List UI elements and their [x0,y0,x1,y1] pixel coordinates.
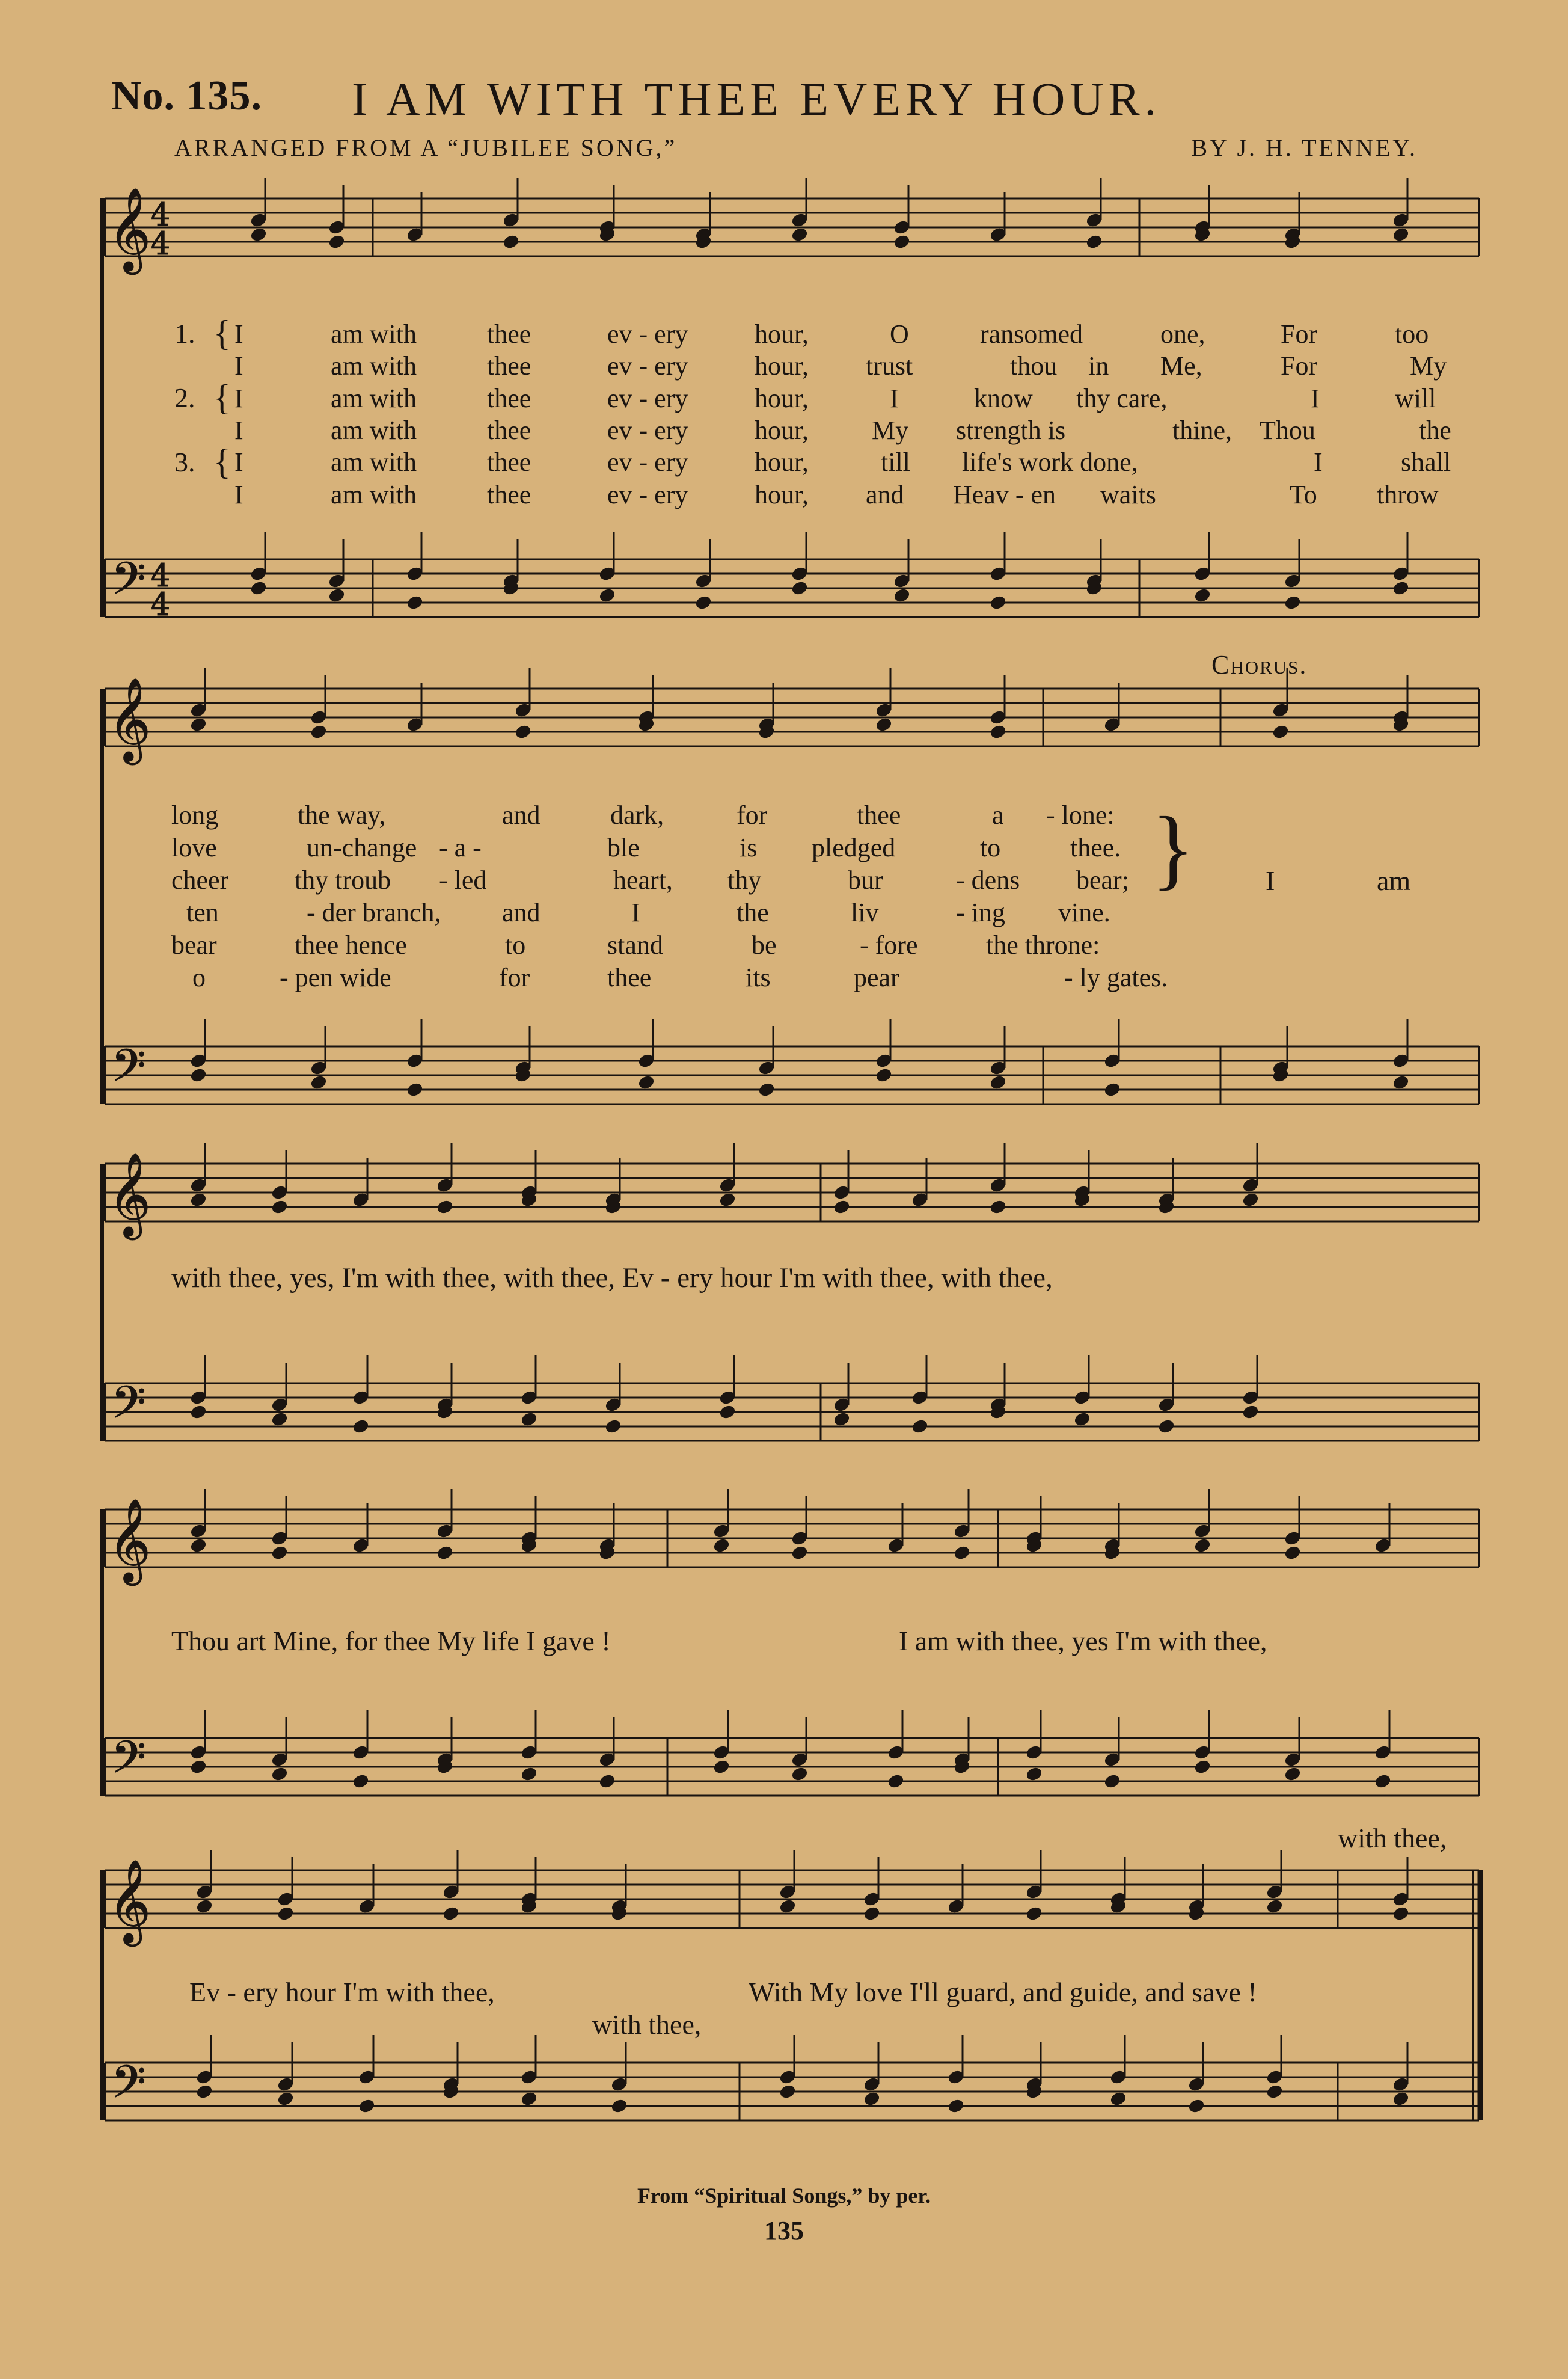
verse-lyric-word: - der branch, [307,898,441,927]
note-head [1272,724,1289,740]
note-head [833,1411,850,1427]
verse-lyric-word: Me, [1160,351,1202,381]
footer-credit: From “Spiritual Songs,” by per. [637,2184,931,2208]
verse-lyric-word: I [1311,384,1320,413]
bass-clef: 𝄢 [111,553,146,616]
note-head [1193,1759,1211,1775]
treble-clef: 𝄞 [108,678,151,761]
note-head [271,1199,288,1215]
bass-clef: 𝄢 [111,1040,146,1103]
verse-brace-3: { [213,442,231,482]
note-head [1392,227,1409,242]
verse-lyric-word: hour, [755,447,809,477]
note-head [1109,2091,1127,2107]
note-head [1242,1404,1259,1420]
verse-lyric-word: waits [1100,480,1156,509]
treble-clef: 𝄞 [108,1859,151,1943]
verse-lyric-word: ev - ery [607,351,688,381]
note-head [250,580,267,596]
note-head [1103,1773,1121,1789]
chorus-line-1: with thee, yes, I'm with thee, with thee, Ev - ery hour I'm with thee, with thee, [171,1262,1053,1294]
verse-lyric-word: I [234,447,243,477]
chorus-line-3a: Ev - ery hour I'm with thee, [189,1977,495,2007]
verse-lyric-word: ev - ery [607,319,688,349]
note-head [989,1075,1006,1090]
verse-lyric-word: trust [866,351,913,381]
verse-lyric-word: throw [1377,480,1439,509]
note-head [250,227,267,242]
verse-lyric-word: hour, [755,351,809,381]
verse-lyric-word: Heav - en [953,480,1056,509]
verse-brace-1: { [213,313,231,353]
verse-lyric-word: I [631,898,640,927]
verse-lyric-word: am with [331,480,417,509]
verse-lyric-word: thy care, [1076,384,1168,413]
note-head [1025,1906,1043,1921]
verse-lyric-word: thee [487,416,531,445]
verse-number-1: 1. [174,318,195,349]
note-head [953,1545,970,1561]
note-head [271,1411,288,1427]
verse-lyric-word: My [1410,351,1447,381]
note-head [436,1199,453,1215]
note-head [520,1766,537,1782]
note-head [911,1419,928,1434]
verse-lyric-word: the [1419,416,1451,445]
verse-lyric-word: thou [1010,351,1058,381]
verse-lyric-word: and [502,800,541,830]
verse-lyric-word: dark, [610,800,664,830]
verse-lyric-word: till [881,447,910,477]
verse-lyric-word: ransomed [980,319,1083,349]
verse-lyric-word: thee [487,384,531,413]
note-head [779,2084,796,2099]
verse-lyric-word: - ing [956,898,1005,927]
note-head [694,595,712,610]
verse-lyric-word: thee. [1070,833,1121,862]
verse-lyric-word: hour, [755,319,809,349]
note-head [989,724,1006,740]
verse-lyric-word: in [1088,351,1109,381]
verse-lyric-word: thee [857,800,901,830]
note-head [328,588,345,603]
note-head [947,2098,964,2114]
verse-lyric-word: bear; [1076,865,1129,895]
verse-lyric-word: - lone: [1046,800,1115,830]
verse-lyric-word: O [890,319,909,349]
note-head [1392,580,1409,596]
note-head [989,595,1006,610]
verse-lyric-word: I [1314,447,1323,477]
verse-lyric-word: liv [851,898,879,927]
verse-lyric-word: Thou [1260,416,1315,445]
note-head [875,717,892,732]
verse-lyric-word: o [192,963,206,992]
chorus-line-3c: with thee, [592,2009,702,2040]
note-head [271,1766,288,1782]
bass-clef: 𝄢 [111,2056,146,2119]
note-head [863,1906,880,1921]
note-head [502,234,519,250]
hymn-number: No. 135. [111,73,263,119]
note-head [791,1545,808,1561]
note-head [1025,1766,1043,1782]
treble-clef: 𝄞 [108,188,151,271]
verse-lyric-word: thy troub [295,865,391,895]
note-head [637,1075,655,1090]
chorus-line-2b: I am with thee, yes I'm with thee, [899,1625,1267,1656]
note-head [598,588,616,603]
note-head [718,1192,736,1208]
verse-lyric-word: am with [331,319,417,349]
verse-lyric-word: thee [487,319,531,349]
note-head [436,1545,453,1561]
verse-lyric-word: thee hence [295,930,407,960]
verse-lyric-word: hour, [755,480,809,509]
note-head [189,1192,207,1208]
verse-lyric-word: long [171,800,219,830]
note-head [1266,2084,1283,2099]
note-head [779,1899,796,1914]
note-head [1284,1766,1301,1782]
note-head [875,1067,892,1083]
verse-lyric-word: heart, [613,865,673,895]
chorus-pickup-1: I [1266,865,1275,896]
chorus-line-2c: with thee, [1338,1823,1447,1853]
note-head [195,2084,213,2099]
note-head [189,1759,207,1775]
verse-lyric-word: am with [331,384,417,413]
verse-lyric-word: I [234,384,243,413]
note-head [712,1759,730,1775]
verse-lyric-word: bear [171,930,217,960]
verse-lyric-word: ble [607,833,640,862]
note-head [1157,1419,1175,1434]
treble-clef: 𝄞 [108,1499,151,1582]
verse-lyric-word: ev - ery [607,447,688,477]
system2-brace: } [1151,799,1195,898]
verse-lyric-word: ev - ery [607,384,688,413]
time-sig-top: 4 [150,558,171,594]
verse-lyric-word: for [737,800,768,830]
note-head [406,1082,423,1097]
verse-lyric-word: pledged [812,833,896,862]
verse-lyric-word: - ly gates. [1064,963,1168,992]
verse-lyric-word: thee [487,480,531,509]
note-head [277,2091,294,2107]
time-sig-top: 4 [150,197,171,233]
verse-lyric-word: life's work done, [962,447,1138,477]
verse-lyric-word: ten [186,898,219,927]
verse-lyric-word: will [1395,384,1436,413]
note-head [189,1538,207,1553]
note-head [310,1075,327,1090]
verse-lyric-word: ev - ery [607,480,688,509]
note-head [520,2091,537,2107]
treble-clef: 𝄞 [108,1153,151,1236]
verse-lyric-word: - dens [956,865,1020,895]
note-head [1284,595,1301,610]
note-head [1374,1773,1391,1789]
verse-lyric-word: vine. [1058,898,1110,927]
verse-lyric-word: shall [1401,447,1451,477]
verse-lyric-word: am with [331,416,417,445]
verse-lyric-word: To [1290,480,1317,509]
note-head [310,724,327,740]
verse-lyric-word: hour, [755,384,809,413]
bass-clef: 𝄢 [111,1731,146,1794]
verse-lyric-word: to [505,930,526,960]
verse-lyric-word: - led [439,865,487,895]
verse-lyric-word: thy [727,865,762,895]
chorus-pickup-2: am [1377,865,1411,896]
note-head [189,717,207,732]
note-head [358,2098,375,2114]
verse-lyric-word: for [499,963,530,992]
note-head [1392,1906,1409,1921]
page-number: 135 [764,2216,804,2245]
verse-lyric-word: ev - ery [607,416,688,445]
note-head [1392,1075,1409,1090]
note-head [893,234,910,250]
note-head [442,1906,459,1921]
chorus-label: Chorus. [1211,650,1308,680]
note-head [352,1773,369,1789]
note-head [1085,234,1103,250]
note-head [712,1538,730,1553]
verse-lyric-word: For [1281,351,1318,381]
note-head [195,1899,213,1914]
note-head [514,724,531,740]
note-head [277,1906,294,1921]
verse-lyric-word: and [866,480,904,509]
note-head [1392,2091,1409,2107]
note-head [791,227,808,242]
verse-lyric-word: pear [854,963,899,992]
time-sig-bottom: 4 [150,226,171,262]
arranged-credit: ARRANGED FROM A “JUBILEE SONG,” [174,134,678,161]
note-head [1103,1082,1121,1097]
verse-lyric-word: For [1281,319,1318,349]
verse-lyric-word: am with [331,351,417,381]
verse-lyric-word: I [234,319,243,349]
note-head [520,1411,537,1427]
chorus-line-2: Thou art Mine, for thee My life I gave ! [171,1625,611,1656]
verse-lyric-word: thee [487,447,531,477]
verse-lyric-word: - pen wide [280,963,391,992]
note-head [791,1766,808,1782]
verse-lyric-word: too [1395,319,1429,349]
note-head [604,1419,622,1434]
note-head [887,1773,904,1789]
verse-lyric-word: I [234,480,243,509]
verse-lyric-word: hour, [755,416,809,445]
verse-lyric-word: - fore [860,930,918,960]
verse-lyric-word: be [752,930,777,960]
verse-lyric-word: stand [607,930,663,960]
verse-lyric-word: the throne: [986,930,1100,960]
note-head [1193,588,1211,603]
verse-lyric-word: love [171,833,217,862]
bass-clef: 𝄢 [111,1377,146,1440]
note-head [833,1199,850,1215]
note-head [406,595,423,610]
note-head [610,2098,628,2114]
verse-number-3: 3. [174,447,195,477]
note-head [1284,1545,1301,1561]
verse-brace-2: { [213,378,231,417]
note-head [189,1067,207,1083]
verse-lyric-word: I [234,351,243,381]
note-head [718,1404,736,1420]
verse-lyric-word: and [502,898,541,927]
note-head [328,234,345,250]
verse-lyric-word: thee [487,351,531,381]
note-head [1073,1411,1091,1427]
hymn-title: I AM WITH THEE EVERY HOUR. [352,73,1162,125]
verse-lyric-word: cheer [171,865,229,895]
verse-lyric-word: the [737,898,769,927]
verse-lyric-word: know [974,384,1033,413]
note-head [989,1199,1006,1215]
verse-lyric-word: to [980,833,1001,862]
note-head [352,1419,369,1434]
note-head [1187,2098,1205,2114]
chorus-line-3b: With My love I'll guard, and guide, and save ! [749,1977,1257,2007]
time-sig-bottom: 4 [150,587,171,623]
verse-lyric-word: I [234,416,243,445]
verse-lyric-word: its [746,963,771,992]
note-head [791,580,808,596]
note-head [1193,1538,1211,1553]
note-head [863,2091,880,2107]
verse-lyric-word: bur [848,865,883,895]
verse-lyric-word: thine, [1172,416,1232,445]
verse-lyric-word: one, [1160,319,1205,349]
verse-lyric-word: a [992,800,1004,830]
verse-lyric-word: I [890,384,899,413]
note-head [758,1082,775,1097]
verse-number-2: 2. [174,382,195,413]
note-head [893,588,910,603]
verse-lyric-word: the way, [298,800,386,830]
verse-lyric-word: am with [331,447,417,477]
verse-lyric-word: un-change [307,833,417,862]
note-head [1266,1899,1283,1914]
verse-lyric-word: thee [607,963,652,992]
note-head [271,1545,288,1561]
verse-lyric-word: is [740,833,758,862]
note-head [598,1773,616,1789]
verse-lyric-word: My [872,416,909,445]
note-head [189,1404,207,1420]
composer-credit: BY J. H. TENNEY. [1191,134,1418,161]
verse-lyric-word: strength is [956,416,1066,445]
note-head [1242,1192,1259,1208]
verse-lyric-word: - a - [439,833,482,862]
